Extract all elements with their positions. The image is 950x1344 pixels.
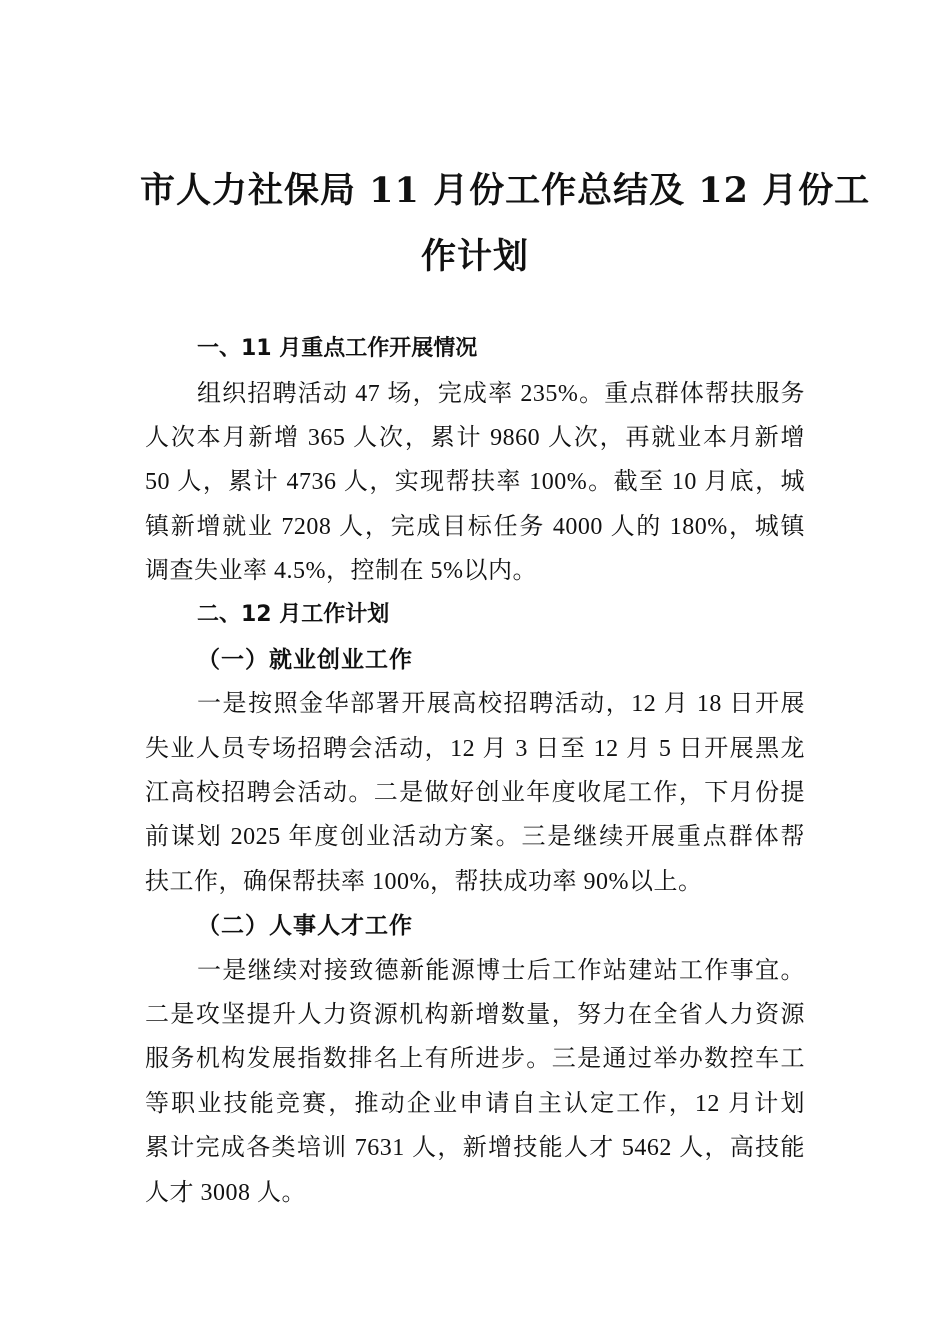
paragraph-line: 人才 3008 人。: [145, 1180, 306, 1206]
paragraph-line: 一是继续对接致德新能源博士后工作站建站工作事宜。: [197, 958, 805, 984]
section-2-heading: 二、12 月工作计划: [197, 602, 390, 627]
paragraph-line: 人次本月新增 365 人次，累计 9860 人次，再就业本月新增: [145, 425, 805, 451]
subsection-1-heading: （一）就业创业工作: [197, 647, 413, 672]
document-title-line-1: 市人力社保局 11 月份工作总结及 12 月份工: [140, 170, 871, 211]
paragraph-line: 一是按照金华部署开展高校招聘活动，12 月 18 日开展: [197, 691, 805, 717]
paragraph-line: 累计完成各类培训 7631 人，新增技能人才 5462 人，高技能: [145, 1135, 805, 1161]
section-1-heading: 一、11 月重点工作开展情况: [197, 336, 478, 361]
paragraph-line: 二是攻坚提升人力资源机构新增数量，努力在全省人力资源: [145, 1002, 805, 1028]
subsection-2-heading: （二）人事人才工作: [197, 913, 413, 938]
paragraph-line: 调查失业率 4.5%，控制在 5%以内。: [145, 558, 537, 584]
paragraph-line: 江高校招聘会活动。二是做好创业年度收尾工作，下月份提: [145, 780, 805, 806]
paragraph-line: 前谋划 2025 年度创业活动方案。三是继续开展重点群体帮: [145, 824, 805, 850]
paragraph-line: 镇新增就业 7208 人，完成目标任务 4000 人的 180%，城镇: [145, 514, 805, 540]
paragraph-line: 服务机构发展指数排名上有所进步。三是通过举办数控车工: [145, 1046, 805, 1072]
paragraph-line: 失业人员专场招聘会活动，12 月 3 日至 12 月 5 日开展黑龙: [145, 736, 805, 762]
paragraph-line: 等职业技能竞赛，推动企业申请自主认定工作，12 月计划: [145, 1091, 805, 1117]
document-title-line-2: 作计划: [420, 236, 529, 277]
paragraph-line: 扶工作，确保帮扶率 100%，帮扶成功率 90%以上。: [145, 869, 703, 895]
paragraph-line: 组织招聘活动 47 场，完成率 235%。重点群体帮扶服务: [197, 381, 805, 407]
paragraph-line: 50 人，累计 4736 人，实现帮扶率 100%。截至 10 月底，城: [145, 469, 805, 495]
